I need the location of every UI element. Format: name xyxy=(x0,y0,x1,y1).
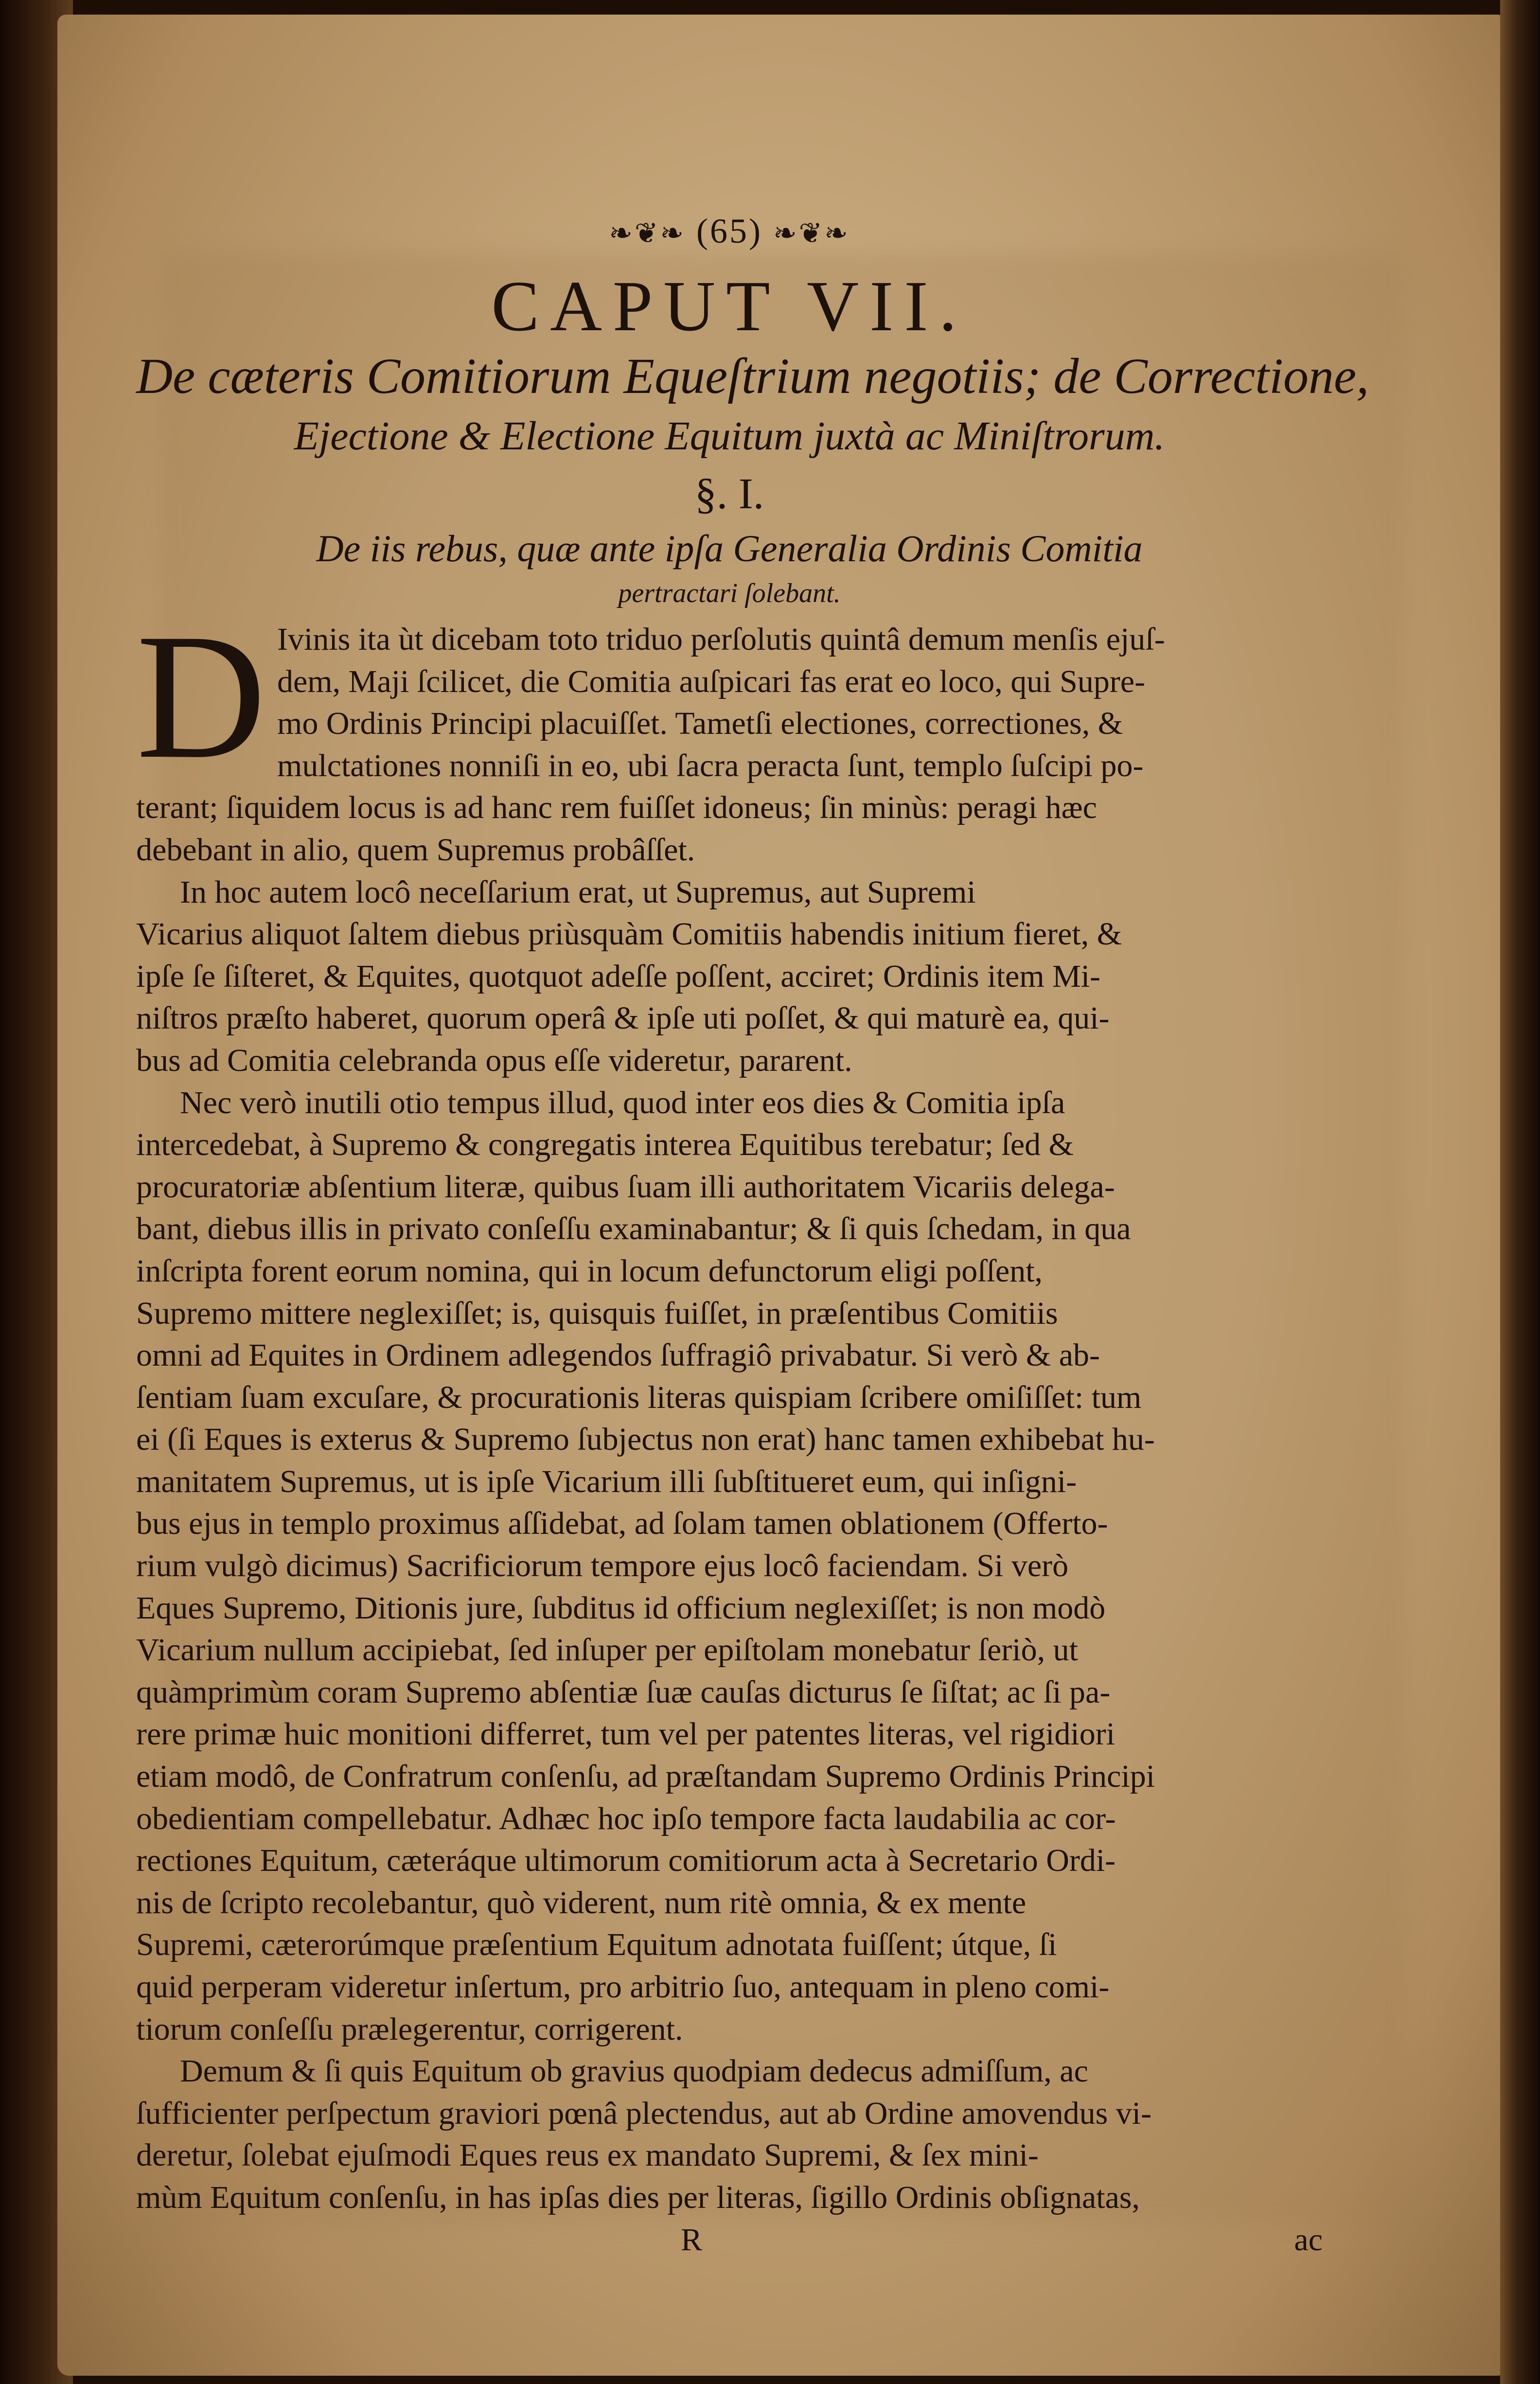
text-line: niſtros præſto haberet, quorum operâ & ipſe uti poſſet, & qui maturè ea, qui- xyxy=(136,1000,1110,1036)
text-line: ei (ſi Eques is exterus & Supremo ſubjectus non erat) hanc tamen exhibebat hu- xyxy=(136,1422,1155,1458)
text-line: bus ejus in templo proximus aſſidebat, ad ſolam tamen oblationem (Offerto- xyxy=(136,1506,1108,1542)
text-line: procuratoriæ abſentium literæ, quibus ſuam illi authoritatem Vicariis delega- xyxy=(136,1169,1115,1205)
text-line: Vicarius aliquot ſaltem diebus priùsquàm Comitiis habendis initium fieret, & xyxy=(136,916,1122,952)
body-text xyxy=(136,597,1323,2261)
ornament-left-icon: ❧❦❧ xyxy=(609,217,686,249)
running-head xyxy=(136,209,1323,253)
page-fore-edge xyxy=(1500,0,1540,2384)
paragraph xyxy=(136,1082,1323,2051)
chapter-heading: CAPUT VII. xyxy=(491,267,968,346)
text-line: intercedebat, à Supremo & congregatis interea Equitibus terebatur; ſed & xyxy=(136,1127,1074,1163)
text-line: debebant in alio, quem Supremus probâſſet. xyxy=(136,832,695,868)
paragraph xyxy=(136,872,1323,1082)
text-line: Eques Supremo, Ditionis jure, ſubditus id officium neglexiſſet; is non modò xyxy=(136,1590,1106,1626)
catchword: ac xyxy=(1294,2222,1323,2258)
text-line: nis de ſcripto recolebantur, quò viderent, num ritè omnia, & ex mente xyxy=(136,1885,1027,1921)
text-line: manitatem Supremus, ut is ipſe Vicarium illi ſubſtitueret eum, qui inſigni- xyxy=(136,1463,1077,1499)
chapter-subtitle-line1: De cæteris Comitiorum Equeſtrium negotiis; de Correctione, xyxy=(136,348,1369,404)
text-line: Supremi, cæterorúmque præſentium Equitum adnotata fuiſſent; útque, ſi xyxy=(136,1927,1057,1963)
text-line: quàmprimùm coram Supremo abſentiæ ſuæ cauſas dicturus ſe ſiſtat; ac ſi pa- xyxy=(136,1674,1111,1710)
text-line: inſcripta forent eorum nomina, qui in locum defunctorum eligi poſſent, xyxy=(136,1253,1043,1289)
drop-cap: D xyxy=(136,597,266,796)
ornament-right-icon: ❧❦❧ xyxy=(773,217,850,249)
text-line: deretur, ſolebat ejuſmodi Eques reus ex mandato Supremi, & ſex mini- xyxy=(136,2137,1039,2173)
text-line: ſentiam ſuam excuſare, & procurationis literas quispiam ſcribere omiſiſſet: tum xyxy=(136,1379,1142,1415)
text-line: ipſe ſe ſiſteret, & Equites, quotquot adeſſe poſſent, acciret; Ordinis item Mi- xyxy=(136,958,1101,994)
text-line: quid perperam videretur inſertum, pro arbitrio ſuo, antequam in pleno comi- xyxy=(136,1969,1110,2005)
signature-mark: R xyxy=(681,2222,703,2258)
text-line: mulctationes nonniſi in eo, ubi ſacra peracta ſunt, templo ſuſcipi po- xyxy=(277,747,1144,783)
section-title-line2: pertractari ſolebant. xyxy=(618,578,841,608)
page-footer xyxy=(136,2219,1323,2261)
text-line: etiam modô, de Confratrum conſenſu, ad præſtandam Supremo Ordinis Principi xyxy=(136,1759,1155,1795)
chapter-subtitle-line2: Ejectione & Electione Equitum juxtà ac Miniſtrorum. xyxy=(294,413,1165,459)
text-line: bus ad Comitia celebranda opus eſſe videretur, pararent. xyxy=(136,1042,852,1078)
text-line: rere primæ huic monitioni differret, tum vel per patentes literas, vel rigidiori xyxy=(136,1716,1115,1752)
text-line: Supremo mittere neglexiſſet; is, quisquis fuiſſet, in præſentibus Comitiis xyxy=(136,1295,1058,1331)
paragraph xyxy=(136,2050,1323,2219)
page-number: (65) xyxy=(696,212,762,250)
text-line: tiorum conſeſſu prælegerentur, corrigerent. xyxy=(136,2011,683,2047)
text-line: Vicarium nullum accipiebat, ſed inſuper per epiſtolam monebatur ſeriò, ut xyxy=(136,1632,1078,1668)
text-line: Ivinis ita ùt dicebam toto triduo perſolutis quintâ demum menſis ejuſ- xyxy=(277,622,1165,657)
text-line: terant; ſiquidem locus is ad hanc rem fuiſſet idoneus; ſin minùs: peragi hæc xyxy=(136,790,1097,826)
text-line: Demum & ſi quis Equitum ob gravius quodpiam dedecus admiſſum, ac xyxy=(180,2053,1088,2089)
text-line: rium vulgò dicimus) Sacrificiorum tempore ejus locô faciendam. Si verò xyxy=(136,1548,1069,1584)
text-line: mùm Equitum conſenſu, in has ipſas dies per literas, ſigillo Ordinis obſignatas, xyxy=(136,2179,1140,2215)
section-number: §. I. xyxy=(694,470,764,518)
page-text xyxy=(136,209,1369,2261)
text-line: Nec verò inutili otio tempus illud, quod inter eos dies & Comitia ipſa xyxy=(180,1085,1065,1121)
text-line: omni ad Equites in Ordinem adlegendos ſuffragiô privabatur. Si verò & ab- xyxy=(136,1337,1100,1373)
section-title-line1: De iis rebus, quæ ante ipſa Generalia Ordinis Comitia xyxy=(316,527,1143,569)
text-line: In hoc autem locô neceſſarium erat, ut Supremus, aut Supremi xyxy=(180,874,976,910)
text-line: mo Ordinis Principi placuiſſet. Tametſi electiones, correctiones, & xyxy=(277,706,1123,742)
text-line: bant, diebus illis in privato conſeſſu examinabantur; & ſi quis ſchedam, in qua xyxy=(136,1211,1131,1247)
first-paragraph xyxy=(136,597,1323,872)
text-line: ſufficienter perſpectum graviori pœnâ plectendus, aut ab Ordine amovendus vi- xyxy=(136,2095,1152,2131)
text-line: obedientiam compellebatur. Adhæc hoc ipſo tempore facta laudabilia ac cor- xyxy=(136,1800,1116,1836)
text-line: dem, Maji ſcilicet, die Comitia auſpicari fas erat eo loco, qui Supre- xyxy=(277,663,1146,699)
text-line: rectiones Equitum, cæteráque ultimorum comitiorum acta à Secretario Ordi- xyxy=(136,1843,1116,1879)
